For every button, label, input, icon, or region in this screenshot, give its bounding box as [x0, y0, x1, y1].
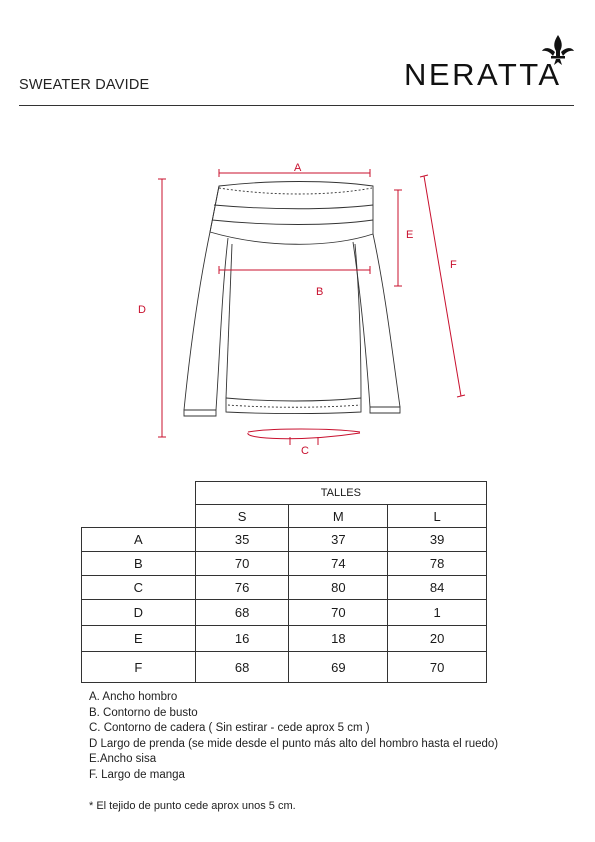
row-label: F [82, 652, 196, 683]
row-label: D [82, 600, 196, 626]
size-header-m: M [289, 505, 388, 528]
measure-label-a: A [294, 162, 302, 174]
table-row [82, 576, 487, 600]
document-title: SWEATER DAVIDE [19, 77, 150, 93]
table-cell: 35 [195, 528, 289, 552]
table-cell: 20 [388, 626, 487, 652]
table-cell: 16 [195, 626, 289, 652]
table-cell: 70 [195, 552, 289, 576]
legend-item: E.Ancho sisa [89, 753, 157, 766]
table-cell: 1 [388, 600, 487, 626]
table-cell: 39 [388, 528, 487, 552]
table-cell: 68 [195, 600, 289, 626]
table-cell: 69 [289, 652, 388, 683]
measure-label-d: D [138, 304, 146, 316]
table-row [82, 552, 487, 576]
row-label: B [82, 552, 196, 576]
row-label: C [82, 576, 196, 600]
measure-label-f: F [450, 259, 457, 271]
legend-item: A. Ancho hombro [89, 691, 178, 703]
table-cell: 18 [289, 626, 388, 652]
row-label: E [82, 626, 196, 652]
size-table [81, 481, 487, 683]
measure-label-b: B [316, 286, 324, 298]
table-cell: 78 [388, 552, 487, 576]
table-cell: 80 [289, 576, 388, 600]
table-cell: 70 [388, 652, 487, 683]
legend-item: B. Contorno de busto [89, 706, 198, 719]
measure-f-line [424, 176, 461, 396]
sweater-outline [184, 182, 400, 417]
measure-label-c: C [301, 445, 309, 457]
table-row [82, 528, 487, 552]
legend-item: C. Contorno de cadera ( Sin estirar - cede aprox 5 cm ) [89, 722, 370, 735]
table-row [82, 626, 487, 652]
table-cell: 68 [195, 652, 289, 683]
knit-stretch-note: * El tejido de punto cede aprox unos 5 cm. [89, 800, 296, 812]
measurement-legend [89, 690, 498, 784]
measure-c-line [248, 433, 360, 439]
brand-logo-text: NERATTA [404, 57, 562, 92]
table-cell: 84 [388, 576, 487, 600]
size-header-l: L [388, 505, 487, 528]
table-cell: 76 [195, 576, 289, 600]
legend-item: D Largo de prenda (se mide desde el punto más alto del hombro hasta el ruedo) [89, 737, 499, 750]
table-cell: 70 [289, 600, 388, 626]
size-header-s: S [195, 505, 289, 528]
table-cell: 37 [289, 528, 388, 552]
row-label: A [82, 528, 196, 552]
table-cell: 74 [289, 552, 388, 576]
table-row [82, 600, 487, 626]
talles-header: TALLES [195, 482, 486, 505]
legend-item: F. Largo de manga [89, 768, 185, 781]
table-row [82, 652, 487, 683]
measure-label-e: E [406, 229, 414, 241]
